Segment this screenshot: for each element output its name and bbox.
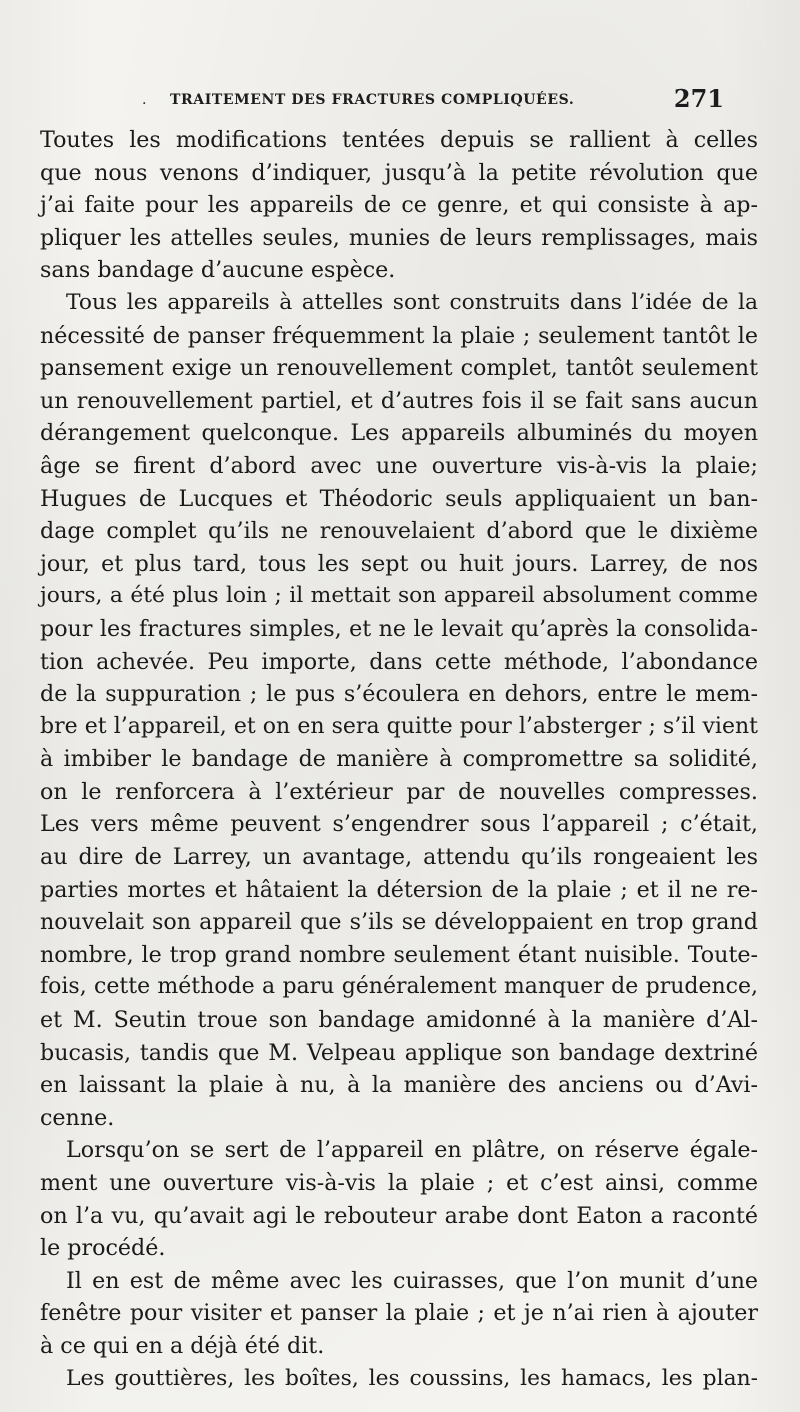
text-line: cenne.: [40, 1104, 115, 1131]
text-line: un renouvellement partiel, et d’autres fois il se fait sans aucun: [40, 387, 758, 414]
text-line: j’ai faite pour les appareils de ce genre, et qui consiste à ap-: [40, 192, 758, 219]
text-line: tion achevée. Peu importe, dans cette méthode, l’abondance: [40, 648, 758, 675]
text-line: de la suppuration ; le pus s’écoulera en dehors, entre le mem-: [40, 681, 758, 708]
text-line: nouvelait son appareil que s’ils se développaient en trop grand: [40, 909, 758, 936]
text-line: on l’a vu, qu’avait agi le rebouteur arabe dont Eaton a raconté: [40, 1202, 758, 1229]
text-line: Il en est de même avec les cuirasses, que l’on munit d’une: [66, 1267, 758, 1294]
text-line: parties mortes et hâtaient la détersion de la plaie ; et il ne re-: [40, 876, 758, 903]
text-line: que nous venons d’indiquer, jusqu’à la petite révolution que: [40, 159, 758, 186]
text-line: ment une ouverture vis-à-vis la plaie ; et c’est ainsi, comme: [40, 1170, 758, 1196]
text-line: pansement exige un renouvellement complet, tantôt seulement: [40, 355, 758, 382]
text-line: en laissant la plaie à nu, à la manière des anciens ou d’Avi-: [40, 1072, 758, 1099]
page-number: 271: [673, 84, 724, 113]
body-text: [40, 124, 758, 1395]
paragraph: [40, 1363, 758, 1396]
header-dot: .: [142, 92, 147, 108]
text-line: Les gouttières, les boîtes, les coussins, les hamacs, les plan-: [66, 1365, 758, 1391]
text-line: nécessité de panser fréquemment la plaie ; seulement tantôt le: [40, 322, 758, 349]
text-line: Les vers même peuvent s’engendrer sous l’appareil ; c’était,: [40, 811, 758, 838]
text-line: à imbiber le bandage de manière à compromettre sa solidité,: [40, 746, 758, 773]
text-line: jour, et plus tard, tous les sept ou huit jours. Larrey, de nos: [40, 550, 758, 577]
text-line: nombre, le trop grand nombre seulement étant nuisible. Toute-: [40, 941, 758, 968]
paragraph: [40, 287, 758, 1134]
text-line: Toutes les modifications tentées depuis se rallient à celles: [40, 127, 758, 153]
text-line: le procédé.: [40, 1235, 166, 1262]
text-line: pliquer les attelles seules, munies de leurs remplissages, mais: [40, 224, 758, 251]
paragraph: [40, 124, 758, 287]
text-line: à ce qui en a déjà été dit.: [40, 1332, 325, 1359]
text-line: âge se firent d’abord avec une ouverture vis-à-vis la plaie;: [40, 452, 758, 479]
text-line: fenêtre pour visiter et panser la plaie ; et je n’ai rien à ajouter: [40, 1300, 758, 1327]
paragraph: [40, 1134, 758, 1264]
text-line: Lorsqu’on se sert de l’appareil en plâtre, on réserve égale-: [66, 1137, 758, 1164]
text-line: Hugues de Lucques et Théodoric seuls appliquaient un ban-: [40, 485, 758, 512]
text-line: bucasis, tandis que M. Velpeau applique son bandage dextriné: [40, 1039, 758, 1066]
text-line: Tous les appareils à attelles sont construits dans l’idée de la: [66, 289, 758, 315]
text-line: et M. Seutin troue son bandage amidonné à la manière d’Al-: [40, 1007, 758, 1034]
text-line: dage complet qu’ils ne renouvelaient d’abord que le dixième: [40, 518, 758, 545]
running-title: TRAITEMENT DES FRACTURES COMPLIQUÉES.: [170, 92, 575, 108]
running-header: [142, 84, 732, 116]
text-line: jours, a été plus loin ; il mettait son appareil absolument comme: [40, 583, 758, 609]
text-line: on le renforcera à l’extérieur par de nouvelles compresses.: [40, 778, 758, 805]
text-line: au dire de Larrey, un avantage, attendu qu’ils rongeaient les: [40, 844, 758, 871]
text-line: dérangement quelconque. Les appareils albuminés du moyen: [40, 420, 758, 447]
text-line: fois, cette méthode a paru généralement manquer de prudence,: [40, 974, 758, 1000]
text-line: bre et l’appareil, et on en sera quitte pour l’absterger ; s’il vient: [40, 713, 758, 739]
paragraph: [40, 1265, 758, 1363]
text-line: sans bandage d’aucune espèce.: [40, 257, 396, 284]
text-line: pour les fractures simples, et ne le levait qu’après la consolida-: [40, 615, 758, 642]
